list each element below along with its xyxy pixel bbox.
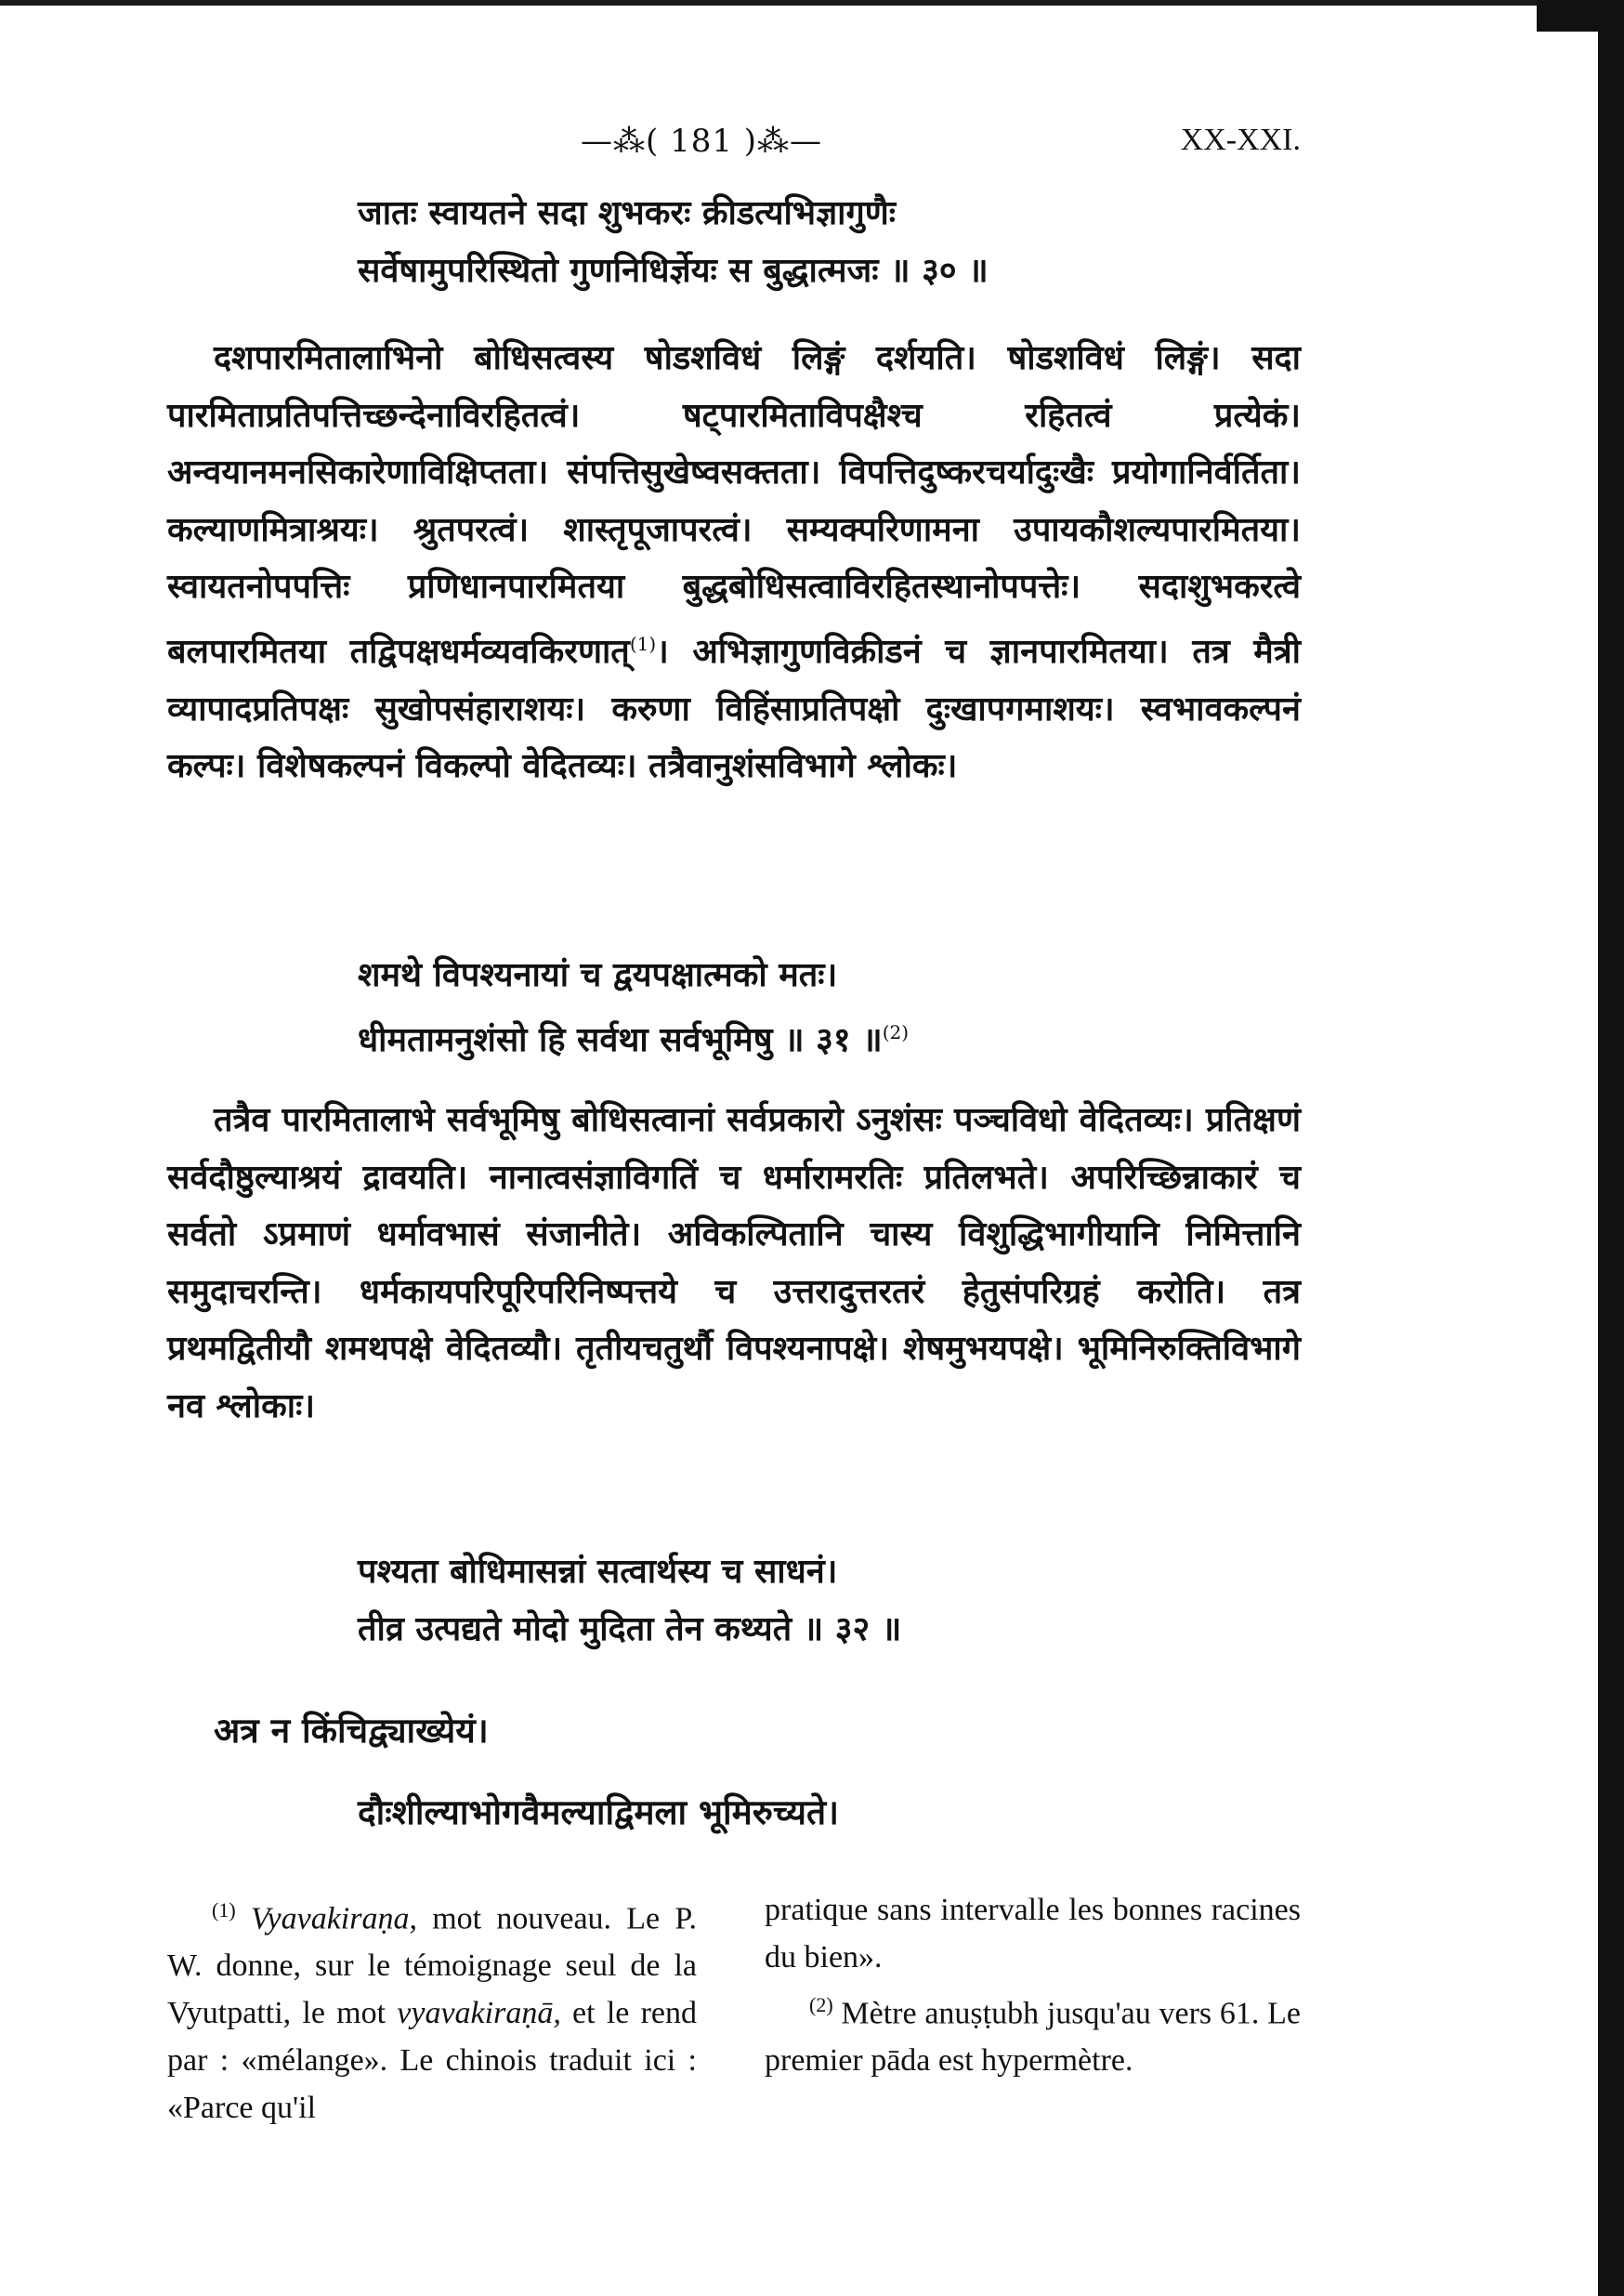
scan-right-edge	[1598, 0, 1624, 2296]
page-number: —⁂( 181 )⁂—	[581, 123, 823, 160]
footnote-1-term: Vyavakiraṇa,	[250, 1901, 417, 1936]
commentary-paragraph-1	[167, 330, 1301, 925]
scan-corner-mark	[1537, 0, 1602, 32]
verse-30-line-2: सर्वेषामुपरिस्थितो गुणनिधिर्ज्ञेयः स बुद्धात्मजः ॥ ३० ॥	[358, 251, 989, 290]
footnote-2-text: Mètre anuṣṭubh jusqu'au vers 61. Le premier pāda est hypermètre.	[765, 1996, 1301, 2079]
verse-32-line-1: पश्यता बोधिमासन्नां सत्वार्थस्य च साधनं।	[358, 1552, 838, 1591]
verse-31-line-2: धीमतामनुशंसो हि सर्वथा सर्वभूमिषु ॥ ३१ ॥$^{(2)}$	[358, 1020, 910, 1059]
commentary-paragraph-2	[167, 1092, 1301, 1575]
footnote-ref-1: (1)	[629, 632, 657, 655]
footnote-1-term-2: vyavakiraṇā,	[397, 1996, 561, 2031]
footnote-1-text-a: mot nouveau. Le P. W. donne, sur le témoignage seul de la Vyutpatti, le mot	[167, 1901, 697, 2031]
verse-31-line-1: शमथे विपश्यनायां च द्वयपक्षात्मको मतः।	[358, 955, 838, 994]
commentary-line: अत्र न किंचिद्व्याख्येयं।	[214, 1710, 489, 1751]
commentary-2-text: तत्रैव पारमितालाभे सर्वभूमिषु बोधिसत्वानां सर्वप्रकारो ऽनुशंसः पञ्चविधो वेदितव्यः। प्रतिक्षणं सर्वदौष्ठुल्याश्रयं द्रावयति। नानात्वसंज्ञाविगतिं च धर्मारामरतिः प्रतिलभते। अपरिच्छिन्नाकारं च सर्वतो ऽप्रमाणं धर्मावभासं संजानीते। अविकल्पितानि चास्य विशुद्धिभागीयानि निमित्तानि समुदाचरन्ति। धर्मकायपरिपूरिपरिनिष्पत्तये च उत्तरादुत्तरतरं हेतुसंपरिग्रहं करोति। तत्र प्रथमद्वितीयौ शमथपक्षे वेदितव्यौ। तृतीयचतुर्थौ विपश्यनापक्षे। शेषमुभयपक्षे। भूमिनिरुक्तिविभागे नव श्लोकाः।	[167, 1100, 1301, 1425]
verse-32-line-2: तीव्र उत्पद्यते मोदो मुदिता तेन कथ्यते ॥ ३२ ॥	[358, 1609, 902, 1648]
footnote-2-body	[765, 1981, 1301, 2084]
footnote-ref-2: (2)	[882, 1021, 910, 1043]
footnote-1-text-b: et le rend par : «mélange». Le chinois traduit ici : «Parce qu'il	[167, 1996, 697, 2126]
page	[167, 0, 1301, 2296]
verse-30	[358, 184, 989, 299]
section-number: XX-XXI.	[1180, 123, 1301, 157]
footnote-2-mark: (2)	[809, 1993, 833, 2016]
verse-31	[358, 946, 909, 1069]
running-header	[167, 123, 1301, 169]
footnote-2	[765, 1886, 1301, 2084]
verse-33-first-line: दौःशील्याभोगवैमल्याद्विमला भूमिरुच्यते।	[358, 1791, 840, 1832]
footnote-1-mark: (1)	[212, 1898, 236, 1922]
footnote-1-continuation: pratique sans intervalle les bonnes racines du bien».	[765, 1893, 1301, 1975]
commentary-1-text-cont: । अभिज्ञागुणविक्रीडनं च ज्ञानपारमितया। तत्र मैत्री व्यापादप्रतिपक्षः सुखोपसंहाराशयः। करुणा विहिंसाप्रतिपक्षो दुःखापगमाशयः। स्वभावकल्पनं कल्पः। विशेषकल्पनं विकल्पो वेदितव्यः। तत्रैवानुशंसविभागे श्लोकः।	[167, 631, 1301, 786]
footnotes	[167, 1886, 1301, 2165]
verse-30-line-1: जातः स्वायतने सदा शुभकरः क्रीडत्यभिज्ञागुणैः	[358, 193, 897, 232]
footnote-1	[167, 1886, 697, 2132]
commentary-1-text: दशपारमितालाभिनो बोधिसत्वस्य षोडशविधं लिङ्गं दर्शयति। षोडशविधं लिङ्गं। सदा पारमिताप्रतिपत्तिच्छन्देनाविरहितत्वं। षट्पारमिताविपक्षैश्च रहितत्वं प्रत्येकं। अन्वयानमनसिकारेणाविक्षिप्तता। संपत्तिसुखेष्वसक्तता। विपत्तिदुष्करचर्यादुःखैः प्रयोगानिर्वर्तिता। कल्याणमित्राश्रयः। श्रुतपरत्वं। शास्तृपूजापरत्वं। सम्यक्परिणामना उपायकौशल्यपारमितया। स्वायतनोपपत्तिः प्रणिधानपारमितया बुद्धबोधिसत्वाविरहितस्थानोपपत्तेः। सदाशुभकरत्वे बलपारमितया तद्विपक्षधर्मव्यवकिरणात्	[167, 338, 1301, 671]
verse-32	[358, 1542, 901, 1658]
